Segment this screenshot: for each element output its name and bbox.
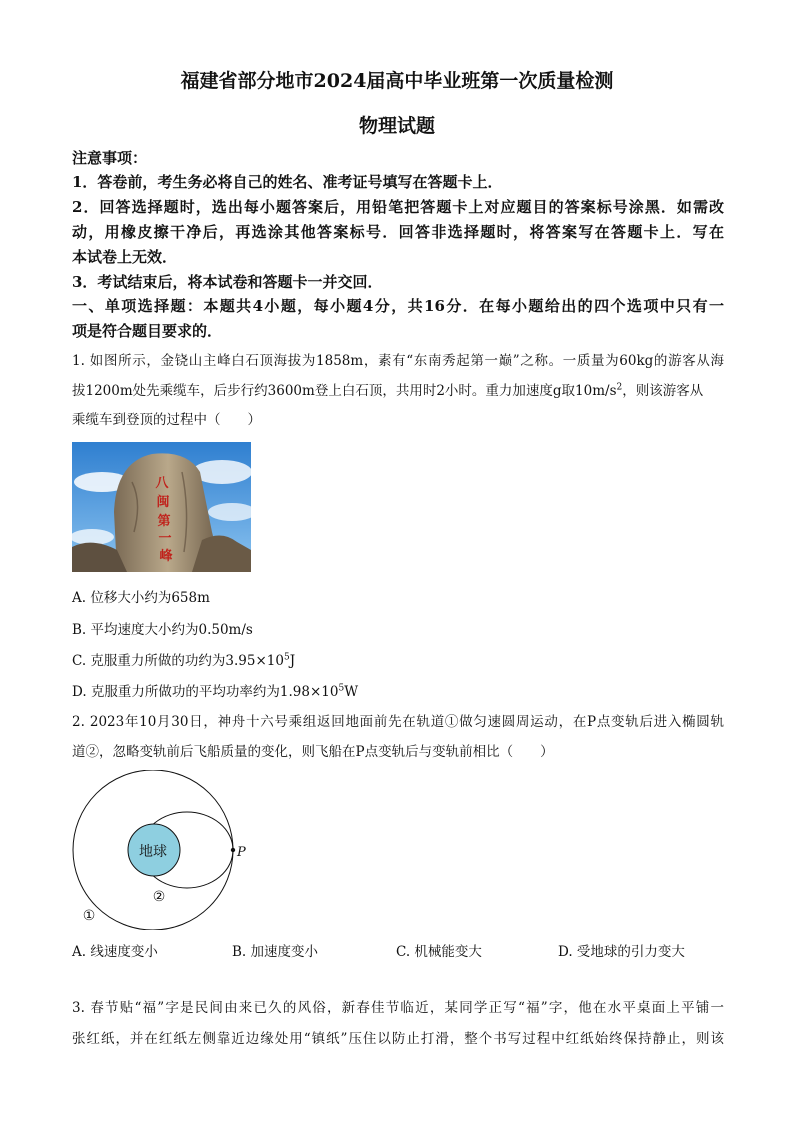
rock-inscription-char-1: 八 — [155, 476, 169, 491]
q1-option-c — [72, 651, 724, 671]
orbit-diagram — [68, 770, 268, 930]
q2-stem-line-2: 道②，忽略变轨前后飞船质量的变化，则飞船在P点变轨后与变轨前相比（ ） — [72, 744, 554, 760]
section-heading-line-1: 一、单项选择题：本题共4小题，每小题4分，共16分．在每小题给出的四个选项中只有一 — [72, 297, 724, 315]
q2-stem-line-1: 2. 2023年10月30日，神舟十六号乘组返回地面前先在轨道①做匀速圆周运动，在P点变轨后进入椭圆轨 — [72, 714, 724, 730]
q1-option-d-exponent: 5 — [338, 683, 345, 694]
point-p-label: P — [237, 845, 246, 860]
q1-option-c-text: C. 克服重力所做的功约为3.95×10 — [72, 653, 284, 669]
q3-stem-line-2: 张红纸，并在红纸左侧靠近边缘处用“镇纸”压住以防止打滑，整个书写过程中红纸始终保持静止，则该 — [72, 1031, 724, 1047]
q1-stem-line-2 — [72, 381, 724, 401]
note-item-2-line-1: 2．回答选择题时，选出每小题答案后，用铅笔把答题卡上对应题目的答案标号涂黑．如需改 — [72, 198, 724, 216]
rock-inscription-char-4: 一 — [158, 531, 172, 546]
q1-option-d — [72, 682, 724, 702]
rock-photo-illustration — [72, 442, 251, 572]
q1-option-b: B. 平均速度大小约为0.50m/s — [72, 622, 253, 638]
orbit-2-label: ② — [152, 889, 166, 905]
exam-title: 福建省部分地市2024届高中毕业班第一次质量检测 — [180, 70, 614, 92]
q1-option-d-text: D. 克服重力所做功的平均功率约为1.98×10 — [72, 684, 339, 700]
q1-exponent: 2 — [616, 382, 623, 393]
q1-stem-line-1: 1. 如图所示，金铙山主峰白石顶海拔为1858m，素有“东南秀起第一巅”之称。一质量为60kg的游客从海 — [72, 353, 724, 369]
note-item-3: 3．考试结束后，将本试卷和答题卡一并交回． — [72, 273, 383, 291]
note-item-1: 1．答卷前，考生务必将自己的姓名、准考证号填写在答题卡上． — [72, 173, 503, 191]
note-item-2-line-3: 本试卷上无效． — [72, 248, 178, 266]
orbit-1-label: ① — [82, 908, 96, 924]
q2-option-a: A. 线速度变小 — [72, 944, 158, 960]
q1-stem-line-2-tail: ，则该游客从 — [622, 383, 704, 399]
q1-option-a: A. 位移大小约为658m — [72, 590, 210, 606]
q3-stem-line-1: 3. 春节贴“福”字是民间由来已久的风俗，新春佳节临近，某同学正写“福”字，他在水平桌面上平铺一 — [72, 1000, 724, 1016]
q1-option-c-unit: J — [289, 653, 296, 669]
exam-subtitle: 物理试题 — [358, 115, 435, 137]
point-p-dot — [231, 848, 235, 852]
notes-heading: 注意事项： — [72, 149, 148, 167]
rock-inscription-char-3: 第 — [157, 514, 171, 529]
q1-option-c-exponent: 5 — [283, 652, 290, 663]
mountain-rock-photo — [72, 442, 251, 572]
rock-inscription-char-2: 闽 — [156, 495, 170, 510]
q1-option-d-unit: W — [344, 684, 359, 700]
note-item-2-line-2: 动，用橡皮擦干净后，再选涂其他答案标号．回答非选择题时，将答案写在答题卡上．写在 — [72, 223, 724, 241]
q1-stem-line-3: 乘缆车到登顶的过程中（ ） — [72, 412, 261, 428]
q2-option-d: D. 受地球的引力变大 — [558, 944, 685, 960]
section-heading-line-2: 项是符合题目要求的． — [72, 322, 223, 340]
q1-stem-line-2-text: 拔1200m处先乘缆车，后步行约3600m登上白石顶，共用时2小时。重力加速度g取10m/s — [72, 383, 617, 399]
rock-inscription-char-5: 峰 — [159, 549, 173, 564]
earth-label: 地球 — [139, 844, 167, 860]
q2-option-b: B. 加速度变小 — [232, 944, 319, 960]
q2-option-c: C. 机械能变大 — [396, 944, 482, 960]
